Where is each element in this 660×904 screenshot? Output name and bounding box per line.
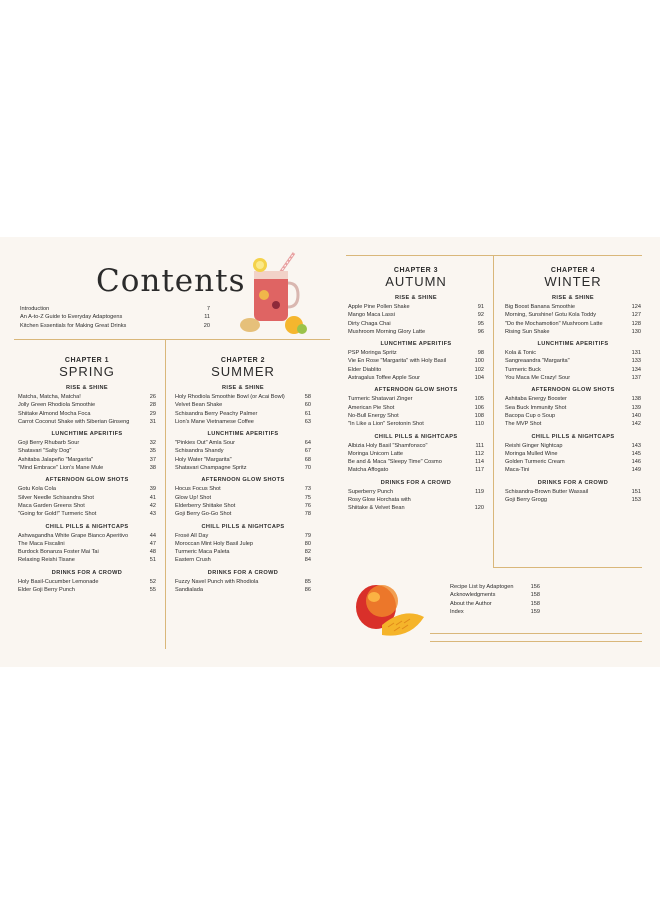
recipe-name: Bacopa Cup o Soup bbox=[505, 412, 556, 419]
recipe-name: Dirty Chaga Chai bbox=[348, 320, 391, 327]
mango-illustration bbox=[352, 577, 428, 641]
list-item[interactable] bbox=[348, 374, 484, 382]
recipe-name: Carrot Coconut Shake with Siberian Ginseng bbox=[18, 418, 130, 425]
recipe-name: The Maca Fiscalini bbox=[18, 540, 65, 547]
list-item[interactable] bbox=[18, 418, 156, 426]
chapter-2-column bbox=[175, 357, 311, 594]
list-item[interactable] bbox=[505, 466, 641, 474]
recipe-name: Goji Berry Grogg bbox=[505, 497, 547, 504]
page-number: 43 bbox=[149, 511, 156, 518]
list-item[interactable] bbox=[18, 447, 156, 455]
page-number: 85 bbox=[304, 578, 311, 585]
page-number: 29 bbox=[149, 410, 156, 417]
recipe-name: Sea Buck Immunity Shot bbox=[505, 404, 567, 411]
recipe-name: "Going for Gold!" Turmeric Shot bbox=[18, 511, 97, 518]
section-heading: CHILL PILLS & NIGHTCAPS bbox=[201, 523, 285, 530]
page-number: 58 bbox=[304, 394, 311, 400]
page-number: 73 bbox=[304, 486, 311, 493]
recipe-name: Goji Berry Go-Go Shot bbox=[175, 511, 232, 518]
chapter-3-column bbox=[348, 267, 484, 513]
recipe-name: "Pinkies Out" Amla Sour bbox=[175, 440, 235, 447]
page-number: 143 bbox=[631, 442, 641, 449]
page-number: 128 bbox=[631, 320, 641, 327]
page-number: 120 bbox=[474, 505, 484, 512]
list-item[interactable] bbox=[505, 404, 641, 412]
chapter-label: CHAPTER 2 bbox=[220, 357, 266, 364]
section-heading: LUNCHTIME APERITIFS bbox=[207, 431, 279, 438]
recipe-name: Velvet Bean Shake bbox=[175, 402, 223, 409]
chapter-1-column bbox=[18, 357, 156, 594]
recipe-name: Hocus Focus Shot bbox=[175, 486, 221, 493]
list-item[interactable] bbox=[505, 496, 641, 504]
chapter-name: SPRING bbox=[59, 364, 115, 379]
recipe-name: Gotu Kola Cola bbox=[18, 486, 56, 493]
recipe-name: Silver Needle Schisandra Shot bbox=[18, 494, 94, 501]
recipe-name: Ashitaba Energy Booster bbox=[505, 396, 567, 403]
list-item[interactable] bbox=[505, 450, 641, 458]
recipe-name: Matcha Affogato bbox=[348, 467, 389, 474]
page-number: 96 bbox=[477, 328, 484, 335]
recipe-name: Glow Up! Shot bbox=[175, 494, 212, 501]
list-item[interactable] bbox=[348, 404, 484, 412]
page-title: Contents bbox=[96, 263, 246, 299]
page-number: 31 bbox=[149, 418, 156, 425]
page-number: 44 bbox=[149, 532, 156, 539]
section-heading: AFTERNOON GLOW SHOTS bbox=[201, 477, 285, 484]
recipe-name: Maca-Tini bbox=[505, 467, 530, 474]
recipe-name: Turmeric Buck bbox=[505, 366, 541, 373]
list-item[interactable] bbox=[175, 494, 311, 502]
recipe-name: Schisandra Berry Peachy Palmer bbox=[175, 410, 258, 417]
divider bbox=[165, 339, 166, 649]
recipe-name: Sangreaandra "Margarita" bbox=[505, 358, 570, 365]
page-number: 48 bbox=[149, 549, 156, 556]
recipe-name: Lion's Mane Vietnamese Coffee bbox=[175, 418, 254, 425]
page-number: 119 bbox=[475, 488, 484, 495]
page-number: 130 bbox=[631, 328, 641, 335]
page-number: 91 bbox=[477, 304, 484, 310]
recipe-name: Eastern Crush bbox=[175, 557, 211, 564]
list-item[interactable] bbox=[505, 442, 641, 450]
chapter-label: CHAPTER 3 bbox=[393, 267, 439, 274]
list-item[interactable] bbox=[18, 494, 156, 502]
page-number: 106 bbox=[474, 404, 484, 411]
recipe-name: "Do the Mochamotion" Mushroom Latte bbox=[505, 320, 603, 327]
section-heading: DRINKS FOR A CROWD bbox=[537, 479, 609, 486]
section-heading: RISE & SHINE bbox=[65, 385, 109, 391]
list-item[interactable] bbox=[18, 510, 156, 518]
list-item[interactable] bbox=[175, 456, 311, 464]
page-number: 153 bbox=[631, 497, 641, 504]
list-item[interactable] bbox=[175, 578, 311, 586]
page-number: 86 bbox=[304, 587, 311, 594]
list-item[interactable] bbox=[348, 311, 484, 319]
page-number: 134 bbox=[631, 366, 641, 373]
recipe-name: Schisandra-Brown Butter Wassail bbox=[505, 488, 589, 495]
page-number: 105 bbox=[474, 396, 484, 403]
page-number: 38 bbox=[149, 465, 156, 472]
list-item[interactable] bbox=[505, 458, 641, 466]
chapter-4-column bbox=[505, 267, 641, 504]
list-item[interactable] bbox=[348, 349, 484, 357]
page-number: 100 bbox=[474, 358, 484, 365]
recipe-name: Goji Berry Rhubarb Sour bbox=[18, 440, 80, 447]
list-item[interactable] bbox=[18, 393, 156, 401]
recipe-name: Maca Garden Greens Shot bbox=[18, 502, 85, 509]
recipe-name: Holy Rhodiola Smoothie Bowl (or Acai Bowl) bbox=[175, 394, 285, 400]
list-item[interactable] bbox=[505, 328, 641, 336]
section-heading: RISE & SHINE bbox=[394, 295, 438, 301]
recipe-name: PSP Moringa Spritz bbox=[348, 350, 397, 357]
recipe-name: Turmeric Shatavari Zinger bbox=[348, 396, 413, 403]
recipe-name: Rosy Glow Horchata with bbox=[348, 497, 411, 504]
recipe-name: Elder Diablito bbox=[348, 366, 382, 373]
list-item[interactable] bbox=[505, 303, 641, 311]
list-item[interactable] bbox=[348, 458, 484, 466]
left-page bbox=[0, 237, 330, 667]
section-heading: RISE & SHINE bbox=[221, 385, 265, 391]
recipe-name: American Pie Shot bbox=[348, 404, 395, 411]
page-number: 149 bbox=[631, 467, 641, 474]
recipe-name: Morning, Sunshine! Gotu Kola Toddy bbox=[505, 312, 597, 319]
list-item[interactable] bbox=[348, 320, 484, 328]
recipe-name: Be and & Maca "Sleepy Time" Cosmo bbox=[348, 459, 442, 466]
page-number: 60 bbox=[304, 402, 311, 409]
list-item[interactable] bbox=[175, 439, 311, 447]
list-item[interactable] bbox=[505, 420, 641, 428]
page-number: 104 bbox=[474, 375, 484, 382]
list-item[interactable]: An A-to-Z Guide to Everyday Adaptogens 11 bbox=[20, 314, 210, 321]
list-item[interactable] bbox=[348, 412, 484, 420]
page-number: 35 bbox=[149, 448, 156, 455]
page-number: 124 bbox=[631, 304, 641, 310]
recipe-name: Matcha, Matcha, Matcha! bbox=[18, 394, 81, 400]
list-item[interactable] bbox=[175, 540, 311, 548]
recipe-name: Turmeric Maca Paleta bbox=[175, 549, 230, 556]
recipe-name: Mushroom Morning Glory Latte bbox=[348, 328, 426, 335]
list-item[interactable]: About the Author 158 bbox=[450, 600, 540, 607]
page-number: 64 bbox=[304, 440, 311, 447]
page-number: 111 bbox=[475, 442, 484, 449]
list-item[interactable]: Introduction 7 bbox=[20, 306, 210, 312]
list-item[interactable] bbox=[505, 311, 641, 319]
divider bbox=[430, 641, 642, 642]
recipe-name: Ashwagandha White Grape Bianco Aperitivo bbox=[18, 532, 129, 539]
list-item[interactable] bbox=[348, 488, 484, 496]
page-number: 114 bbox=[475, 459, 484, 466]
list-item[interactable] bbox=[18, 586, 156, 594]
page-number: 145 bbox=[631, 450, 641, 457]
list-item[interactable] bbox=[175, 502, 311, 510]
list-item[interactable] bbox=[18, 548, 156, 556]
section-heading: LUNCHTIME APERITIFS bbox=[51, 431, 123, 438]
recipe-name: Kola & Tonic bbox=[505, 350, 536, 357]
page-number: 84 bbox=[304, 557, 311, 564]
page-number: 92 bbox=[477, 312, 484, 319]
chapter-name: SUMMER bbox=[211, 364, 275, 379]
recipe-name: Superberry Punch bbox=[348, 488, 394, 495]
section-heading: CHILL PILLS & NIGHTCAPS bbox=[374, 433, 458, 440]
recipe-name: Elder Goji Berry Punch bbox=[18, 587, 75, 594]
page-number: 70 bbox=[304, 465, 311, 472]
recipe-name: Frosé All Day bbox=[175, 532, 209, 539]
recipe-name: Shiitake & Velvet Bean bbox=[348, 505, 405, 512]
recipe-name: Golden Turmeric Cream bbox=[505, 459, 565, 466]
section-heading: AFTERNOON GLOW SHOTS bbox=[531, 387, 615, 394]
page-number: 117 bbox=[475, 467, 484, 474]
chapter-label: CHAPTER 4 bbox=[550, 267, 596, 274]
intro-list bbox=[20, 305, 210, 330]
recipe-name: Apple Pine Pollen Shake bbox=[348, 304, 410, 310]
list-item[interactable] bbox=[505, 320, 641, 328]
recipe-name: Schisandra Shandy bbox=[175, 448, 224, 455]
list-item[interactable] bbox=[18, 502, 156, 510]
list-item[interactable] bbox=[348, 504, 484, 512]
list-item[interactable] bbox=[18, 485, 156, 493]
page-number: 39 bbox=[149, 486, 156, 493]
page-number: 42 bbox=[149, 502, 156, 509]
list-item[interactable] bbox=[175, 532, 311, 540]
list-item[interactable] bbox=[175, 556, 311, 564]
recipe-name: Ashitaba Jalapeño "Margarita" bbox=[18, 456, 94, 463]
list-item[interactable] bbox=[505, 412, 641, 420]
page-number: 79 bbox=[304, 532, 311, 539]
recipe-name: Mango Maca Lassi bbox=[348, 312, 395, 319]
divider bbox=[493, 567, 642, 568]
recipe-name: Moringa Unicorn Latte bbox=[348, 450, 404, 457]
divider bbox=[346, 255, 642, 256]
recipe-name: Rising Sun Shake bbox=[505, 328, 550, 335]
page-number: 51 bbox=[149, 557, 156, 564]
list-item[interactable] bbox=[18, 456, 156, 464]
right-page bbox=[330, 237, 660, 667]
chapter-name: AUTUMN bbox=[385, 274, 447, 289]
section-heading: LUNCHTIME APERITIFS bbox=[380, 341, 452, 348]
page-number: 78 bbox=[304, 511, 311, 518]
page-number: 137 bbox=[631, 375, 641, 382]
list-item[interactable] bbox=[505, 349, 641, 357]
recipe-name: Moroccan Mint Holy Basil Julep bbox=[175, 540, 254, 547]
section-heading: AFTERNOON GLOW SHOTS bbox=[45, 477, 129, 484]
divider bbox=[14, 339, 330, 340]
list-item[interactable] bbox=[175, 410, 311, 418]
list-item[interactable] bbox=[18, 556, 156, 564]
recipe-name: Shatavari Champagne Spritz bbox=[175, 465, 247, 472]
list-item[interactable]: Index 159 bbox=[450, 608, 540, 615]
list-item[interactable] bbox=[175, 401, 311, 409]
list-item[interactable] bbox=[18, 464, 156, 472]
recipe-name: Shatavari "Salty Dog" bbox=[18, 448, 72, 455]
recipe-name: Moringa Mulled Wine bbox=[505, 450, 558, 457]
list-item[interactable] bbox=[348, 450, 484, 458]
list-item[interactable] bbox=[348, 442, 484, 450]
page-number: 67 bbox=[304, 448, 311, 455]
page-number: 138 bbox=[631, 396, 641, 403]
chapter-label: CHAPTER 1 bbox=[64, 357, 110, 364]
list-item[interactable] bbox=[348, 395, 484, 403]
page-number: 139 bbox=[631, 404, 641, 411]
page-number: 26 bbox=[149, 394, 156, 400]
page-number: 112 bbox=[475, 450, 484, 457]
list-item[interactable] bbox=[505, 357, 641, 365]
book-spread bbox=[0, 237, 660, 667]
recipe-name: Holy Basil-Cucumber Lemonade bbox=[18, 578, 99, 585]
recipe-name: Holy Water "Margarita" bbox=[175, 456, 232, 463]
recipe-name: Big Boost Banana Smoothie bbox=[505, 304, 575, 310]
page-number: 146 bbox=[631, 459, 641, 466]
recipe-name: No-Bull Energy Shot bbox=[348, 412, 399, 419]
list-item[interactable] bbox=[175, 393, 311, 401]
recipe-name: Albizia Holy Basil "Shamfonsco" bbox=[348, 442, 428, 449]
list-item[interactable]: Recipe List by Adaptogen 156 bbox=[450, 584, 540, 590]
page-number: 142 bbox=[631, 421, 641, 428]
list-item[interactable] bbox=[505, 366, 641, 374]
page-number: 95 bbox=[477, 320, 484, 327]
page-number: 82 bbox=[304, 549, 311, 556]
list-item[interactable] bbox=[175, 586, 311, 594]
divider bbox=[430, 633, 642, 634]
recipe-name: Fuzzy Navel Punch with Rhodiola bbox=[175, 578, 259, 585]
page-number: 133 bbox=[631, 358, 641, 365]
section-heading: DRINKS FOR A CROWD bbox=[207, 569, 279, 576]
recipe-name: Relaxing Reishi Tisane bbox=[18, 557, 75, 564]
list-item[interactable] bbox=[348, 303, 484, 311]
page-number: 63 bbox=[304, 418, 311, 425]
list-item[interactable]: Acknowledgments 158 bbox=[450, 592, 540, 599]
page-number: 55 bbox=[149, 587, 156, 594]
section-heading: CHILL PILLS & NIGHTCAPS bbox=[45, 523, 129, 530]
page-number: 61 bbox=[304, 410, 311, 417]
recipe-name: Jolly Green Rhodiola Smoothie bbox=[18, 402, 96, 409]
page-number: 127 bbox=[631, 312, 641, 319]
list-item[interactable] bbox=[175, 485, 311, 493]
list-item[interactable]: Kitchen Essentials for Making Great Drinks 20 bbox=[20, 322, 210, 329]
page-number: 32 bbox=[149, 440, 156, 447]
list-item[interactable] bbox=[18, 401, 156, 409]
list-item[interactable] bbox=[18, 410, 156, 418]
list-item[interactable] bbox=[348, 420, 484, 428]
list-item[interactable] bbox=[505, 488, 641, 496]
page-number: 102 bbox=[474, 366, 484, 373]
list-item[interactable] bbox=[505, 395, 641, 403]
list-item[interactable] bbox=[348, 366, 484, 374]
page-number: 98 bbox=[477, 350, 484, 357]
recipe-name: "In Like a Lion" Serotonin Shot bbox=[348, 421, 424, 428]
list-item[interactable] bbox=[18, 578, 156, 586]
recipe-name: "Mind Embrace" Lion's Mane Mule bbox=[18, 465, 104, 472]
page-number: 41 bbox=[149, 494, 156, 501]
section-heading: CHILL PILLS & NIGHTCAPS bbox=[531, 433, 615, 440]
recipe-name: The MVP Shot bbox=[505, 421, 542, 428]
page-number: 52 bbox=[149, 578, 156, 585]
page-number: 131 bbox=[631, 350, 641, 357]
recipe-name: You Maca Me Crazy! Sour bbox=[505, 375, 571, 382]
recipe-name: Elderberry Shiitake Shot bbox=[175, 502, 236, 509]
list-item[interactable] bbox=[175, 464, 311, 472]
page-number: 68 bbox=[304, 456, 311, 463]
page-number: 47 bbox=[149, 540, 156, 547]
page-number: 75 bbox=[304, 494, 311, 501]
section-heading: LUNCHTIME APERITIFS bbox=[537, 341, 609, 348]
list-item[interactable] bbox=[348, 328, 484, 336]
recipe-name: Sandialada bbox=[175, 587, 203, 594]
recipe-name: Reishi Ginger Nightcap bbox=[505, 442, 563, 449]
recipe-name: Burdock Bonanza Foster Mai Tai bbox=[18, 549, 99, 556]
section-heading: RISE & SHINE bbox=[551, 295, 595, 301]
page-number: 37 bbox=[149, 456, 156, 463]
list-item[interactable] bbox=[175, 418, 311, 426]
recipe-name: Shiitake Almond Mocha Foca bbox=[18, 410, 91, 417]
section-heading: DRINKS FOR A CROWD bbox=[51, 569, 123, 576]
list-item[interactable] bbox=[348, 357, 484, 365]
back-matter-list bbox=[450, 583, 540, 616]
page-number: 108 bbox=[474, 412, 484, 419]
list-item[interactable] bbox=[505, 374, 641, 382]
page-number: 76 bbox=[304, 502, 311, 509]
section-heading: AFTERNOON GLOW SHOTS bbox=[374, 387, 458, 394]
list-item[interactable] bbox=[175, 447, 311, 455]
list-item[interactable] bbox=[175, 548, 311, 556]
page-number: 140 bbox=[631, 412, 641, 419]
page-number: 28 bbox=[149, 402, 156, 409]
list-item[interactable] bbox=[175, 510, 311, 518]
recipe-name: Astragalus Toffee Apple Sour bbox=[348, 375, 420, 382]
list-item[interactable] bbox=[18, 540, 156, 548]
chapter-name: WINTER bbox=[544, 274, 602, 289]
list-item[interactable] bbox=[18, 439, 156, 447]
page-number: 151 bbox=[631, 488, 641, 495]
list-item[interactable] bbox=[348, 496, 484, 504]
page-number: 80 bbox=[304, 540, 311, 547]
sangria-jar-illustration bbox=[236, 251, 310, 341]
section-heading: DRINKS FOR A CROWD bbox=[380, 479, 452, 486]
page-number bbox=[480, 496, 484, 504]
divider bbox=[493, 255, 494, 567]
list-item[interactable] bbox=[18, 532, 156, 540]
recipe-name: Vie En Rose "Margarita" with Holy Basil bbox=[348, 358, 447, 365]
list-item[interactable] bbox=[348, 466, 484, 474]
page-number: 110 bbox=[475, 421, 484, 428]
